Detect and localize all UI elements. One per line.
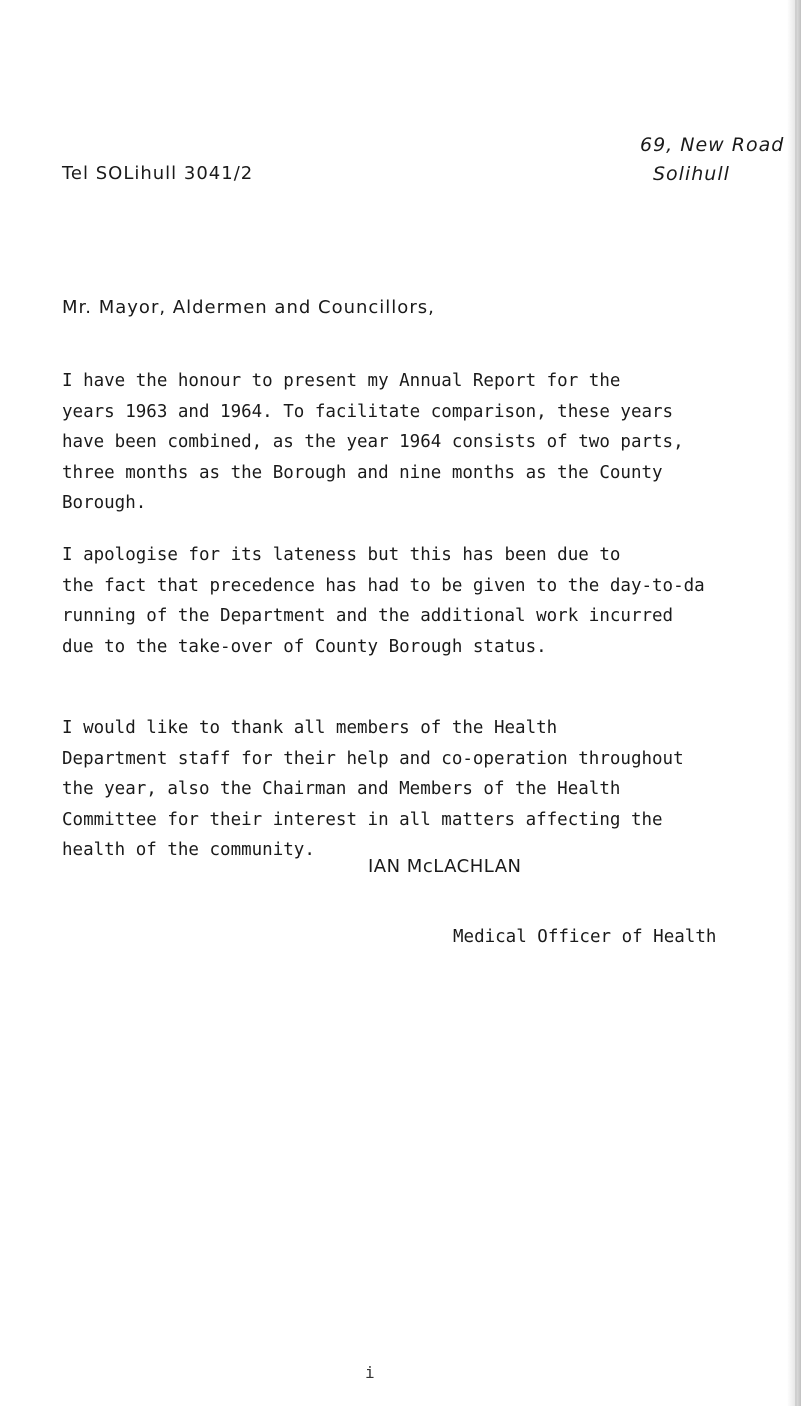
page-edge-line — [795, 0, 797, 1406]
paragraph-apology: I apologise for its lateness but this has been due to the fact that precedence has had to be given to the day-to-da running of the Department and the additional work incurred due to the take-over of County Borough status. — [62, 545, 705, 657]
address-town: Solihull — [653, 163, 730, 185]
page-edge-shadow — [787, 0, 801, 1406]
page-number: i — [365, 1363, 375, 1382]
paragraph-annual-report: I have the honour to present my Annual Report for the years 1963 and 1964. To facilitate comparison, these years have been combined, as the year 1964 consists of two parts, three months as the Borough and nine months as the County Borough. — [62, 371, 684, 513]
address-street: 69, New Road — [640, 134, 785, 156]
paragraph-thanks: I would like to thank all members of the Health Department staff for their help and co-operation throughout the year, also the Chairman and Members of the Health Committee for their interest in all matters affecting the health of the community. — [62, 718, 684, 860]
telephone-number: Tel SOLihull 3041/2 — [62, 163, 254, 184]
signatory-title: Medical Officer of Health — [453, 927, 717, 947]
signatory-name: IAN McLACHLAN — [368, 856, 522, 877]
salutation: Mr. Mayor, Aldermen and Councillors, — [62, 297, 435, 318]
